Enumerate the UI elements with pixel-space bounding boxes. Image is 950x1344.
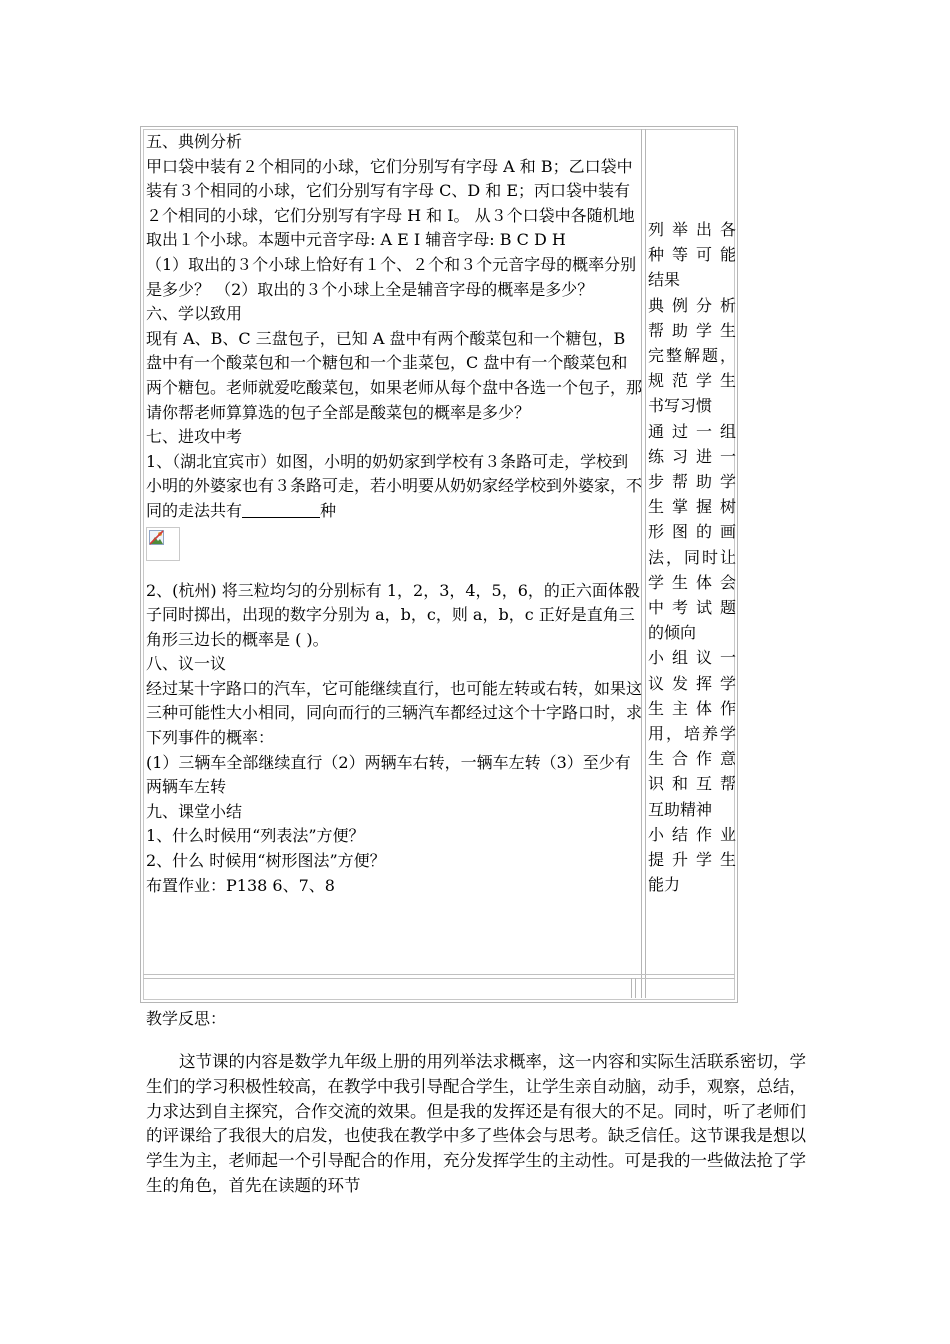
intent-line: 生主体作	[648, 698, 736, 718]
intent-line: 种等可能	[648, 245, 736, 265]
row-divider	[143, 978, 735, 979]
intent-line: 用，培养学	[648, 724, 736, 744]
intent-line: 议发挥学	[648, 673, 736, 693]
exam-question-1-text: 1、（湖北宜宾市）如图，小明的奶奶家到学校有３条路可走，学校到小明的外婆家也有３条路可走，若小明要从奶奶家经学校到外婆家，不同的走法共有	[146, 451, 643, 520]
intent-line: 通过一组	[648, 421, 736, 441]
discussion-problem: 经过某十字路口的汽车，它可能继续直行，也可能左转或右转，如果这三种可能性大小相同，同向而行的三辆汽车都经过这个十字路口时，求下列事件的概率：	[146, 678, 643, 748]
intent-line: 步帮助学	[648, 472, 736, 492]
discussion-questions: (1）三辆车全部继续直行（2）两辆车右转，一辆车左转（3）至少有两辆车左转	[146, 752, 631, 797]
homework: 布置作业：P138 6、7、8	[146, 875, 335, 895]
reflection-body	[146, 1050, 806, 1199]
section-heading: 五、典例分析	[146, 132, 243, 151]
example-problem: 甲口袋中装有２个相同的小球，它们分别写有字母 A 和 B；乙口袋中装有３个相同的小球，它们分别写有字母 C、D 和 E；丙口袋中装有２个相同的小球，它们分别写有字母 H 和 I。 从３个口袋中各随机地取出１个小球。本题中元音字母: A E I 辅音字母: B C D H	[146, 156, 635, 250]
row-divider	[143, 974, 735, 975]
lesson-content-cell	[146, 130, 642, 898]
intent-line: 典例分析	[648, 295, 736, 315]
intent-line: 识和互帮	[648, 774, 736, 794]
intent-line: 互助精神	[648, 799, 713, 819]
section-heading: 七、进攻中考	[146, 427, 243, 447]
intent-line: 小结作业	[648, 824, 736, 844]
intent-line: 练习进一	[648, 446, 736, 466]
example-questions: （1）取出的３个小球上恰好有１个、２个和３个元音字母的概率分别是多少？ （2）取出的３个小球上全是辅音字母的概率是多少？	[146, 254, 637, 299]
exam-question-1	[146, 450, 642, 524]
broken-image-icon	[149, 530, 164, 545]
intent-line: 生掌握树	[648, 497, 736, 517]
column-divider	[645, 129, 646, 998]
figure-image	[146, 527, 180, 561]
intent-line: 的倾向	[648, 623, 697, 643]
intent-line: 能力	[648, 875, 681, 895]
intent-line: 规范学生	[648, 371, 736, 391]
intent-line: 书写习惯	[648, 396, 713, 416]
reflection-paragraph: 这节课的内容是数学九年级上册的用列举法求概率，这一内容和实际生活联系密切，学生们的学习积极性较高，在教学中我引导配合学生，让学生亲自动脑，动手，观察，总结，力求达到自主探究，合作交流的效果。但是我的发挥还是有很大的不足。同时，听了老师们的评课给了我很大的启发，也使我在教学中多了些体会与思考。缺乏信任。这节课我是想以学生为主，老师起一个引导配合的作用，充分发挥学生的主动性。可是我的一些做法抢了学生的角色，首先在读题的环节	[146, 1052, 806, 1195]
cell-divider	[631, 978, 632, 998]
intent-line: 法，同时让	[648, 547, 736, 567]
exam-question-2: 2、(杭州) 将三粒均匀的分别标有 1，2，3，4，5，6，的正六面体骰子同时掷出，出现的数字分别为 a，b，c，则 a，b，c 正好是直角三角形三边长的概率是 ( )。	[146, 580, 640, 649]
section-heading: 八、议一议	[146, 654, 227, 674]
cell-divider	[635, 978, 636, 998]
practice-problem: 现有 A、B、C 三盘包子，已知 A 盘中有两个酸菜包和一个糖包，B 盘中有一个酸菜包和一个糖包和一个韭菜包，C 盘中有一个酸菜包和两个糖包。老师就爱吃酸菜包，如果老师从每个盘中各选一个包子，那请你帮老师算算选的包子全部是酸菜包的概率是多少？	[146, 328, 643, 422]
design-intent-cell	[648, 217, 736, 897]
intent-line: 生合作意	[648, 749, 736, 769]
intent-line: 结果	[648, 270, 681, 290]
exam-question-1-suffix: 种	[320, 500, 337, 520]
section-heading: 六、学以致用	[146, 304, 243, 324]
intent-line: 提升学生	[648, 850, 736, 870]
intent-line: 中考试题	[648, 598, 736, 618]
intent-line: 学生体会	[648, 572, 736, 592]
intent-line: 完整解题，	[648, 346, 736, 366]
summary-question: 1、什么时候用“列表法”方便？	[146, 826, 365, 846]
reflection-title: 教学反思：	[146, 1009, 227, 1028]
intent-line: 帮助学生	[648, 320, 736, 340]
intent-line: 列举出各	[648, 220, 736, 239]
intent-line: 形图的画	[648, 522, 736, 542]
intent-line: 小组议一	[648, 648, 736, 668]
section-heading: 九、课堂小结	[146, 801, 243, 821]
answer-blank	[242, 501, 320, 518]
summary-question: 2、什么 时候用“树形图法”方便？	[146, 851, 386, 871]
